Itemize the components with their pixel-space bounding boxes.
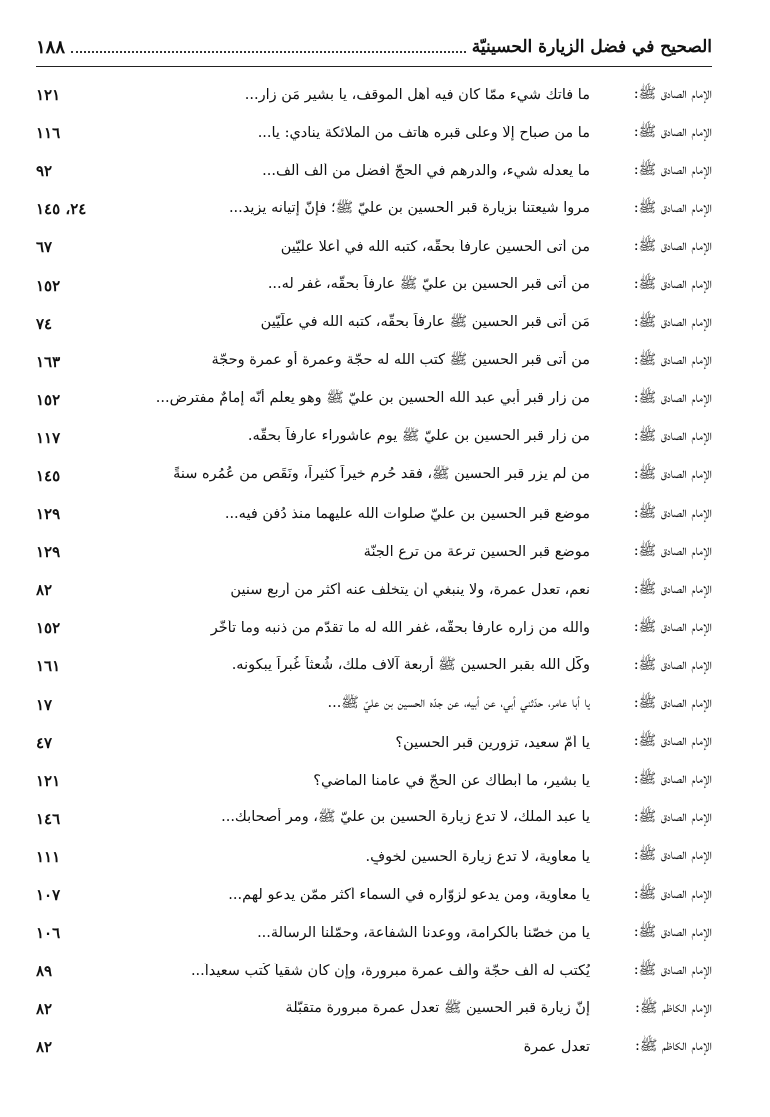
quote-text: موضع قبر الحسين بن عليّ صلوات الله عليهما منذ دُفن فيه... bbox=[224, 506, 590, 523]
page-reference: ٨٢ bbox=[36, 1000, 53, 1019]
index-row bbox=[36, 876, 712, 914]
page-reference: ٧٤ bbox=[36, 314, 53, 333]
index-row bbox=[36, 114, 712, 152]
speaker-label: الإمام الصادق ﷺ: bbox=[633, 733, 712, 750]
index-row bbox=[36, 800, 712, 838]
quote-text: ما فاتك شيء ممّا كان فيه أهل الموقف، يا بشير مَن زار... bbox=[244, 87, 590, 104]
speaker-label: الإمام الصادق ﷺ: bbox=[633, 618, 712, 635]
speaker-label: الإمام الصادق ﷺ: bbox=[633, 314, 712, 331]
speaker-label: الإمام الصادق ﷺ: bbox=[633, 161, 712, 178]
page-reference: ١٦٣ bbox=[36, 352, 61, 371]
speaker-label: الإمام الكاظم ﷺ: bbox=[635, 999, 712, 1016]
page-reference: ١٢١ bbox=[36, 771, 61, 790]
quote-text: من زار قبر أبي عبد الله الحسين بن عليّ ﷺ وهو يعلم أنّه إمامٌ مفترض... bbox=[155, 390, 590, 407]
page-reference: ١١٦ bbox=[36, 124, 61, 143]
quote-text: من لم يزر قبر الحسين ﷺ، فقد حُرم خيراً كثيراً، ونَقَص من عُمُره سنةً bbox=[173, 466, 590, 483]
page-reference: ٨٢ bbox=[36, 1038, 53, 1057]
speaker-label: الإمام الصادق ﷺ: bbox=[633, 199, 712, 216]
speaker-label: الإمام الصادق ﷺ: bbox=[633, 923, 712, 940]
page-reference: ٢٤، ١٤٥ bbox=[36, 200, 87, 219]
speaker-label: الإمام الصادق ﷺ: bbox=[633, 847, 712, 864]
speaker-label: الإمام الصادق ﷺ: bbox=[633, 885, 712, 902]
page-reference: ٤٧ bbox=[36, 733, 53, 752]
index-row bbox=[36, 381, 712, 419]
index-row bbox=[36, 419, 712, 457]
speaker-label: الإمام الصادق ﷺ: bbox=[633, 428, 712, 445]
quote-text: ما من صباحٍ إلّا وعلى قبره هاتف من الملائكة ينادي: يا... bbox=[257, 125, 590, 142]
page-reference: ٩٢ bbox=[36, 162, 53, 181]
page-reference: ١٧ bbox=[36, 695, 53, 714]
page-reference: ٦٧ bbox=[36, 238, 53, 257]
quote-text: من أتى الحسين عارفاً بحقّه، كتبه الله في أعلا علّيّين bbox=[280, 239, 590, 256]
page-reference: ١٥٢ bbox=[36, 619, 61, 638]
index-row bbox=[36, 571, 712, 609]
index-row bbox=[36, 724, 712, 762]
index-row bbox=[36, 914, 712, 952]
speaker-label: الإمام الصادق ﷺ: bbox=[633, 809, 712, 826]
speaker-label: الإمام الصادق ﷺ: bbox=[633, 466, 712, 483]
index-row bbox=[36, 990, 712, 1028]
page-reference: ١٢١ bbox=[36, 86, 61, 105]
index-row bbox=[36, 76, 712, 114]
index-row bbox=[36, 266, 712, 304]
page-reference: ١٢٩ bbox=[36, 543, 61, 562]
book-title: الصحيح في فضل الزيارة الحسينيّة bbox=[471, 37, 712, 57]
page-reference: ١٠٧ bbox=[36, 886, 61, 905]
index-list bbox=[36, 76, 712, 1066]
quote-text: يا بشير، ما أبطأك عن الحجّ في عامنا الماضي؟ bbox=[313, 772, 590, 789]
speaker-label: الإمام الصادق ﷺ: bbox=[633, 85, 712, 102]
index-row bbox=[36, 343, 712, 381]
quote-text: والله من زاره عارفاً بحقّه، غفر الله له ما تقدّم من ذنبه وما تأخّر bbox=[210, 620, 590, 637]
quote-text: من أتى قبر الحسين ﷺ كتب الله له حجّة وعمرة أو عمرة وحجّة bbox=[211, 352, 590, 369]
speaker-label: الإمام الصادق ﷺ: bbox=[633, 695, 712, 712]
quote-text: من أتى قبر الحسين بن عليّ ﷺ عارفاً بحقّه، غفر له... bbox=[267, 276, 590, 293]
index-row bbox=[36, 686, 712, 724]
index-row bbox=[36, 190, 712, 228]
quote-text: من زار قبر الحسين بن عليّ ﷺ يوم عاشوراء عارفاً بحقّه. bbox=[247, 428, 590, 445]
page-reference: ١١١ bbox=[36, 847, 61, 866]
quote-text: يا من خصّنا بالكرامة، ووعدنا الشفاعة، وحمّلنا الرسالة... bbox=[257, 925, 590, 942]
speaker-label: الإمام الصادق ﷺ: bbox=[633, 771, 712, 788]
page-reference: ١٠٦ bbox=[36, 924, 61, 943]
page-reference: ١٥٢ bbox=[36, 390, 61, 409]
running-header bbox=[36, 30, 712, 64]
page-reference: ١٥٢ bbox=[36, 276, 61, 295]
header-rule bbox=[36, 66, 712, 67]
page-number: ١٨٨ bbox=[36, 36, 66, 58]
page-reference: ١٦١ bbox=[36, 657, 61, 676]
quote-text: وكّل الله بقبر الحسين ﷺ أربعة آلاف ملك، شُعثاً غُبراً يبكونه. bbox=[231, 656, 590, 673]
speaker-label: الإمام الصادق ﷺ: bbox=[633, 580, 712, 597]
index-row bbox=[36, 647, 712, 685]
speaker-label: الإمام الصادق ﷺ: bbox=[633, 390, 712, 407]
speaker-label: الإمام الصادق ﷺ: bbox=[633, 961, 712, 978]
index-row bbox=[36, 952, 712, 990]
speaker-label: الإمام الصادق ﷺ: bbox=[633, 276, 712, 293]
quote-text: موضع قبر الحسين ترعة من ترع الجنّة bbox=[363, 544, 590, 561]
index-row bbox=[36, 152, 712, 190]
quote-text: يا أمّ سعيد، تزورين قبر الحسين؟ bbox=[395, 734, 590, 751]
speaker-label: الإمام الصادق ﷺ: bbox=[633, 352, 712, 369]
quote-text: يا عبد الملك، لا تدع زيارة الحسين بن عليّ ﷺ، ومر أصحابك... bbox=[221, 809, 590, 826]
quote-text: يُكتب له ألف حجّة وألف عمرة مبرورة، وإن كان شقياً كُتب سعيداً... bbox=[190, 963, 590, 980]
index-row bbox=[36, 457, 712, 495]
quote-text: إنّ زيارة قبر الحسين ﷺ تعدل عمرة مبرورة متقبّلة bbox=[285, 999, 590, 1016]
quote-text: يا معاوية، ومن يدعو لزوّاره في السماء أكثر ممّن يدعو لهم... bbox=[228, 887, 590, 904]
index-row bbox=[36, 1028, 712, 1066]
index-row bbox=[36, 495, 712, 533]
speaker-label: الإمام الكاظم ﷺ: bbox=[635, 1037, 712, 1054]
quote-text: مروا شيعتنا بزيارة قبر الحسين بن عليّ ﷺ؛ فإنّ إتيانه يزيد... bbox=[228, 199, 590, 216]
quote-text: يا أبا عامر، حدّثني أبي، عن أبيه، عن جدّه الحسين بن عليّ ﷺ... bbox=[327, 695, 590, 712]
index-row bbox=[36, 838, 712, 876]
page-reference: ١٤٥ bbox=[36, 466, 61, 485]
index-row bbox=[36, 228, 712, 266]
quote-text: تعدل عمرة bbox=[523, 1039, 590, 1056]
dot-leader bbox=[71, 41, 466, 53]
quote-text: نعم، تعدل عمرة، ولا ينبغي أن يتخلّف عنه أكثر من أربع سنين bbox=[230, 582, 590, 599]
page-reference: ١١٧ bbox=[36, 428, 61, 447]
index-row bbox=[36, 609, 712, 647]
speaker-label: الإمام الصادق ﷺ: bbox=[633, 504, 712, 521]
index-row bbox=[36, 533, 712, 571]
speaker-label: الإمام الصادق ﷺ: bbox=[633, 237, 712, 254]
page-reference: ١٤٦ bbox=[36, 809, 61, 828]
speaker-label: الإمام الصادق ﷺ: bbox=[633, 542, 712, 559]
speaker-label: الإمام الصادق ﷺ: bbox=[633, 123, 712, 140]
page-reference: ٨٢ bbox=[36, 581, 53, 600]
speaker-label: الإمام الصادق ﷺ: bbox=[633, 656, 712, 673]
index-row bbox=[36, 305, 712, 343]
quote-text: ما يعدله شيء، والدرهم في الحجّ أفضل من ألف ألف... bbox=[262, 163, 590, 180]
quote-text: مَن أتى قبر الحسين ﷺ عارفاً بحقّه، كتبه الله في علّيّين bbox=[260, 314, 590, 331]
page-reference: ١٢٩ bbox=[36, 505, 61, 524]
quote-text: يا معاوية، لا تدع زيارة الحسين لخوفٍ. bbox=[365, 848, 590, 865]
index-row bbox=[36, 762, 712, 800]
page-reference: ٨٩ bbox=[36, 962, 53, 981]
